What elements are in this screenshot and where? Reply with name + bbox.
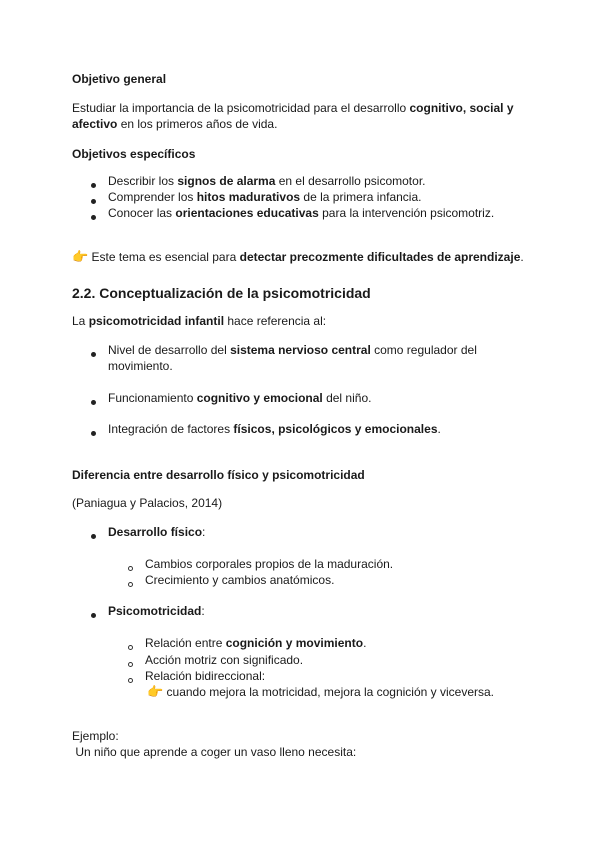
section-2-2-heading: 2.2. Conceptualización de la psicomotricidad [72,285,371,301]
list-item: Funcionamiento cognitivo y emocional del niño. [108,391,372,405]
list-item: Psicomotricidad: [108,604,205,618]
circle-bullet-icon [128,559,133,575]
circle-bullet-icon [128,671,133,687]
ejemplo-label: Ejemplo: [72,729,119,743]
list-item: Comprender los hitos madurativos de la primera infancia. [108,190,422,204]
bullet-icon [91,176,96,192]
objetivo-general-heading: Objetivo general [72,72,167,86]
bullet-icon [91,192,96,208]
citation: (Paniagua y Palacios, 2014) [72,496,223,510]
objetivo-general-paragraph: Estudiar la importancia de la psicomotricidad para el desarrollo cognitivo, social y afectivo en los primeros años de vida. [72,101,514,131]
objetivos-especificos-heading: Objetivos específicos [72,147,196,161]
list-item: Conocer las orientaciones educativas para la intervención psicomotriz. [108,206,495,220]
bullet-icon [91,606,96,622]
bullet-icon [91,208,96,224]
list-item: 👉 cuando mejora la motricidad, mejora la cognición y viceversa. [147,684,495,699]
note-paragraph: 👉 Este tema es esencial para detectar precozmente dificultades de aprendizaje. [72,249,524,264]
list-item: Crecimiento y cambios anatómicos. [145,573,335,587]
circle-bullet-icon [128,575,133,591]
list-item: Relación bidireccional: [145,669,266,683]
list-item: Cambios corporales propios de la maduración. [145,557,394,571]
diferencia-heading: Diferencia entre desarrollo físico y psicomotricidad [72,468,365,482]
list-item: Describir los signos de alarma en el desarrollo psicomotor. [108,174,426,188]
pointing-hand-icon: 👉 [72,249,89,264]
pointing-hand-icon: 👉 [147,684,164,699]
circle-bullet-icon [128,655,133,671]
bullet-icon [91,527,96,543]
list-item: Relación entre cognición y movimiento. [145,636,367,650]
list-item: Integración de factores físicos, psicológicos y emocionales. [108,422,441,436]
circle-bullet-icon [128,638,133,654]
list-item: Nivel de desarrollo del sistema nervioso central como regulador del movimiento. [108,343,477,373]
bullet-icon [91,424,96,440]
bullet-icon [91,345,96,361]
ejemplo-text: Un niño que aprende a coger un vaso lleno necesita: [72,745,357,759]
list-item: Acción motriz con significado. [145,653,304,667]
list-item: Desarrollo físico: [108,525,206,539]
bullet-icon [91,393,96,409]
conceptualizacion-intro: La psicomotricidad infantil hace referencia al: [72,314,327,328]
